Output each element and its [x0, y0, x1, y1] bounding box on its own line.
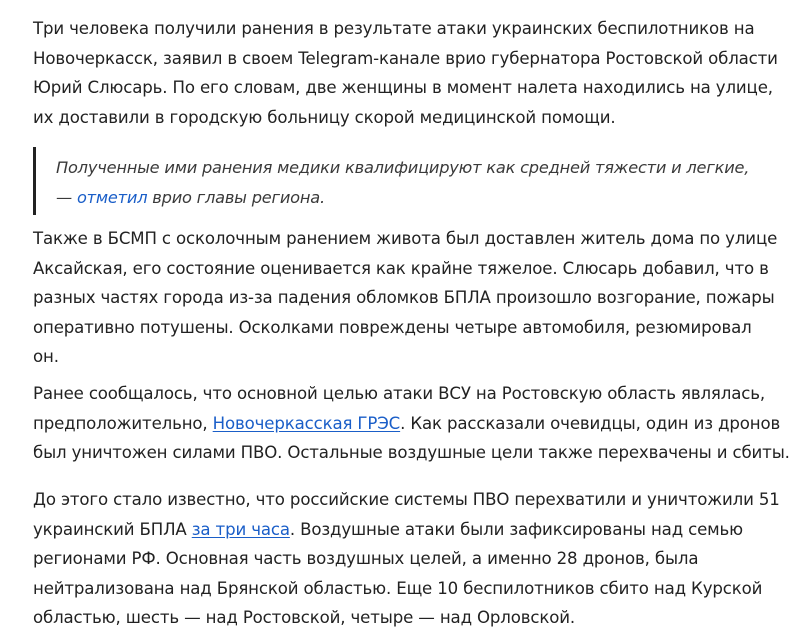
paragraph-line — [33, 409, 781, 439]
paragraph-line: регионами РФ. Основная часть воздушных целей, а именно 28 дронов, была — [33, 549, 699, 568]
novocherkassk-gres-link[interactable]: Новочеркасская ГРЭС — [212, 413, 401, 433]
paragraph-line: До этого стало известно, что российские системы ПВО перехватили и уничтожили 51 — [33, 490, 780, 509]
paragraph-3 — [33, 379, 790, 468]
paragraph-line: был уничтожен силами ПВО. Остальные воздушные цели также перехвачены и сбиты. — [33, 443, 790, 462]
paragraph-line: Ранее сообщалось, что основной целью атаки ВСУ на Ростовскую область являлась, — [33, 384, 765, 403]
blockquote — [33, 147, 750, 215]
paragraph-text: . Воздушные атаки были зафиксированы над семью — [289, 519, 743, 539]
paragraph-2 — [33, 224, 778, 372]
paragraph-line: их доставили в городскую больницу скорой медицинской помощи. — [33, 107, 616, 127]
paragraph-line: областью, шесть — над Ростовской, четыре — над Орловской. — [33, 608, 576, 627]
paragraph-line: оперативно потушены. Осколками повреждены четыре автомобиля, резюмировал — [33, 317, 752, 337]
paragraph-4 — [33, 485, 780, 633]
paragraph-text: предположительно, — [33, 413, 213, 433]
paragraph-line: разных частях города из-за падения обломков БПЛА произошло возгорание, пожары — [33, 288, 775, 307]
paragraph-line: Юрий Слюсарь. По его словам, две женщины в момент налета находились на улице, — [33, 78, 773, 97]
paragraph-text: . Как рассказали очевидцы, один из дронов — [400, 413, 781, 433]
quote-source-link[interactable]: отметил — [76, 187, 148, 207]
blockquote-text — [56, 153, 749, 212]
blockquote-bar — [33, 147, 36, 215]
paragraph-line — [33, 515, 743, 545]
quote-dash: — — [56, 187, 77, 207]
quote-line — [56, 183, 749, 213]
three-hours-link[interactable]: за три часа — [191, 519, 290, 539]
paragraph-line: Также в БСМП с осколочным ранением живота был доставлен житель дома по улице — [33, 229, 778, 248]
paragraph-text: украинский БПЛА — [33, 519, 192, 539]
paragraph-line: Новочеркасск, заявил в своем Telegram-канале врио губернатора Ростовской области — [33, 48, 778, 68]
paragraph-1 — [33, 14, 778, 132]
paragraph-line: он. — [33, 347, 59, 366]
paragraph-line: Три человека получили ранения в результате атаки украинских беспилотников на — [33, 19, 755, 38]
quote-line: Полученные ими ранения медики квалифицируют как средней тяжести и легкие, — [56, 158, 750, 177]
paragraph-line: Аксайская, его состояние оценивается как крайне тяжелое. Слюсарь добавил, что в — [33, 258, 769, 278]
paragraph-line: нейтрализована над Брянской областью. Еще 10 беспилотников сбито над Курской — [33, 578, 763, 598]
quote-attribution: врио главы региона. — [147, 187, 325, 207]
